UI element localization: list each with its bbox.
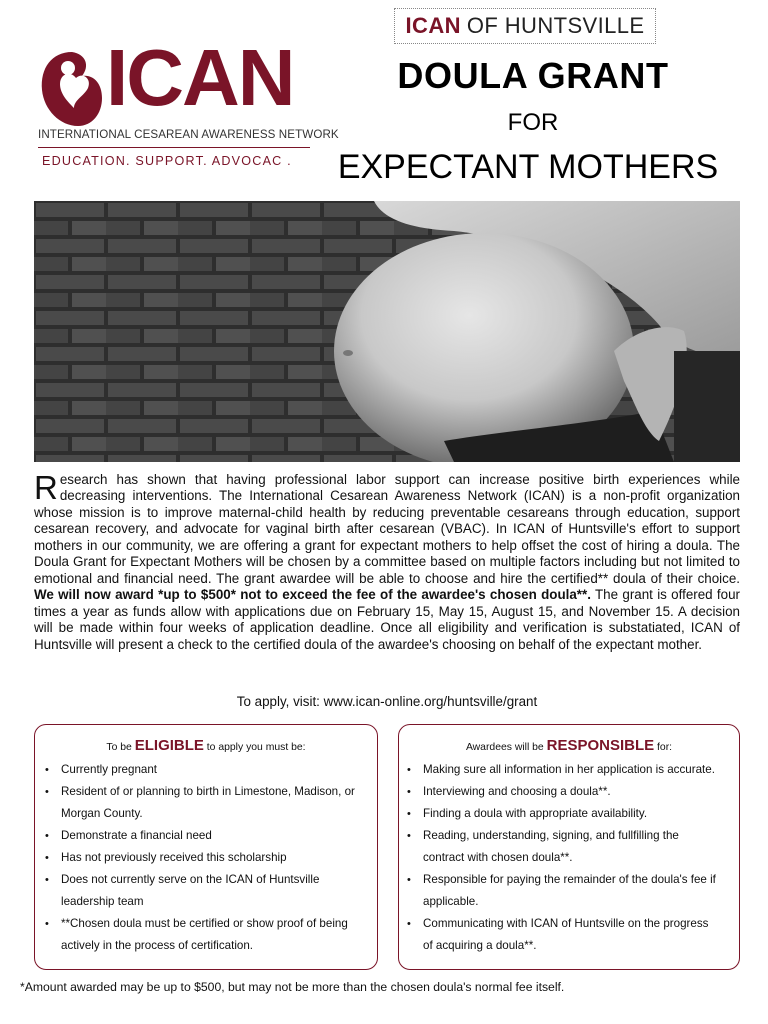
eligibility-heading-em: ELIGIBLE <box>134 737 204 754</box>
responsibilities-box <box>398 724 740 970</box>
body-text-details: The grant is offered four times a year as funds allow with applications due on February 15, May 15, August 15, and November 15. A decision will be made within four weeks of application deadline. Once all eligibility and verification is substatiated, ICAN of Huntsville will present a check to the certified doula of the awardee's choosing on behalf of the expectant mother. <box>34 587 740 652</box>
body-paragraph <box>34 469 740 653</box>
eligibility-box <box>34 724 378 970</box>
logo-wordmark: ICAN <box>106 33 294 122</box>
list-item-text: Communicating with ICAN of Huntsville on the progress of acquiring a doula**. <box>423 917 709 952</box>
list-item-text: Finding a doula with appropriate availability. <box>423 807 648 820</box>
bullet-icon: • <box>45 764 49 776</box>
list-item-text: Has not previously received this scholarship <box>61 851 287 864</box>
bullet-icon: • <box>407 764 411 776</box>
chapter-name-box <box>394 8 656 44</box>
eligibility-heading-pre: To be <box>106 742 132 753</box>
pregnant-belly-photo <box>34 201 740 462</box>
list-item-text: Interviewing and choosing a doula**. <box>423 785 611 798</box>
bullet-icon: • <box>407 874 411 886</box>
responsibilities-heading <box>399 737 739 754</box>
body-text-intro: esearch has shown that having professional labor support can increase positive birth experiences while decreasing interventions. The International Cesarean Awareness Network (ICAN) is a non-profit organization whose mission is to improve maternal-child health by reducing preventable cesareans through education, support cesarean recovery, and advocate for vaginal birth after cesarean (VBAC). In ICAN of Huntsville's effort to support mothers in our community, we are offering a grant for expectant mothers to help offset the cost of hiring a doula. The Doula Grant for Expectant Mothers will be chosen by a committee based on multiple factors including but not limited to emotional and financial need. The grant awardee will be able to choose and hire the certified** doula of their choice. <box>34 472 740 586</box>
list-item <box>35 759 377 781</box>
bullet-icon: • <box>45 786 49 798</box>
bullet-icon: • <box>45 874 49 886</box>
list-item-text: Resident of or planning to birth in Limestone, Madison, or Morgan County. <box>61 785 355 820</box>
list-item <box>399 869 739 913</box>
list-item <box>35 781 377 825</box>
chapter-name-strong: ICAN <box>405 13 461 38</box>
list-item-text: Reading, understanding, signing, and fullfilling the contract with chosen doula**. <box>423 829 679 864</box>
body-text-award-highlight: We will now award *up to $500* not to exceed the fee of the awardee's chosen doula**. <box>34 587 591 603</box>
mother-and-baby-icon <box>38 48 106 128</box>
bullet-icon: • <box>407 918 411 930</box>
bullet-icon: • <box>45 918 49 930</box>
list-item <box>35 869 377 913</box>
apply-instructions: To apply, visit: www.ican-online.org/huntsville/grant <box>236 694 538 709</box>
responsibilities-list <box>399 759 739 957</box>
list-item-text: Does not currently serve on the ICAN of Huntsville leadership team <box>61 873 320 908</box>
list-item <box>399 803 739 825</box>
bullet-icon: • <box>407 786 411 798</box>
logo-divider <box>38 147 310 148</box>
eligibility-heading-post: to apply you must be: <box>206 742 306 753</box>
drop-cap: R <box>34 469 58 506</box>
list-item-text: Making sure all information in her application is accurate. <box>423 763 715 776</box>
list-item <box>399 781 739 803</box>
bullet-icon: • <box>407 830 411 842</box>
bullet-icon: • <box>407 808 411 820</box>
list-item-text: **Chosen doula must be certified or show proof of being actively in the process of certification. <box>61 917 348 952</box>
page-title-line-1: DOULA GRANT <box>397 55 669 96</box>
list-item-text: Responsible for paying the remainder of the doula's fee if applicable. <box>423 873 716 908</box>
responsibilities-heading-pre: Awardees will be <box>465 742 544 753</box>
list-item <box>399 825 739 869</box>
list-item <box>35 913 377 957</box>
page-title-line-3: EXPECTANT MOTHERS <box>337 148 719 186</box>
eligibility-heading <box>35 737 377 754</box>
bullet-icon: • <box>45 852 49 864</box>
ican-logo <box>36 33 339 184</box>
award-footnote: *Amount awarded may be up to $500, but may not be more than the chosen doula's normal fee itself. <box>20 980 565 994</box>
list-item <box>399 913 739 957</box>
list-item <box>35 825 377 847</box>
responsibilities-heading-em: RESPONSIBLE <box>546 737 655 754</box>
logo-tagline: EDUCATION. SUPPORT. ADVOCAC . <box>42 154 292 168</box>
list-item <box>399 759 739 781</box>
responsibilities-heading-post: for: <box>657 742 673 753</box>
list-item-text: Demonstrate a financial need <box>61 829 212 842</box>
list-item-text: Currently pregnant <box>61 763 158 776</box>
logo-network-name: INTERNATIONAL CESAREAN AWARENESS NETWORK <box>38 128 339 141</box>
eligibility-list <box>35 759 377 957</box>
chapter-name-rest: OF HUNTSVILLE <box>466 13 645 38</box>
page-title-line-2: FOR <box>507 109 559 136</box>
bullet-icon: • <box>45 830 49 842</box>
list-item <box>35 847 377 869</box>
